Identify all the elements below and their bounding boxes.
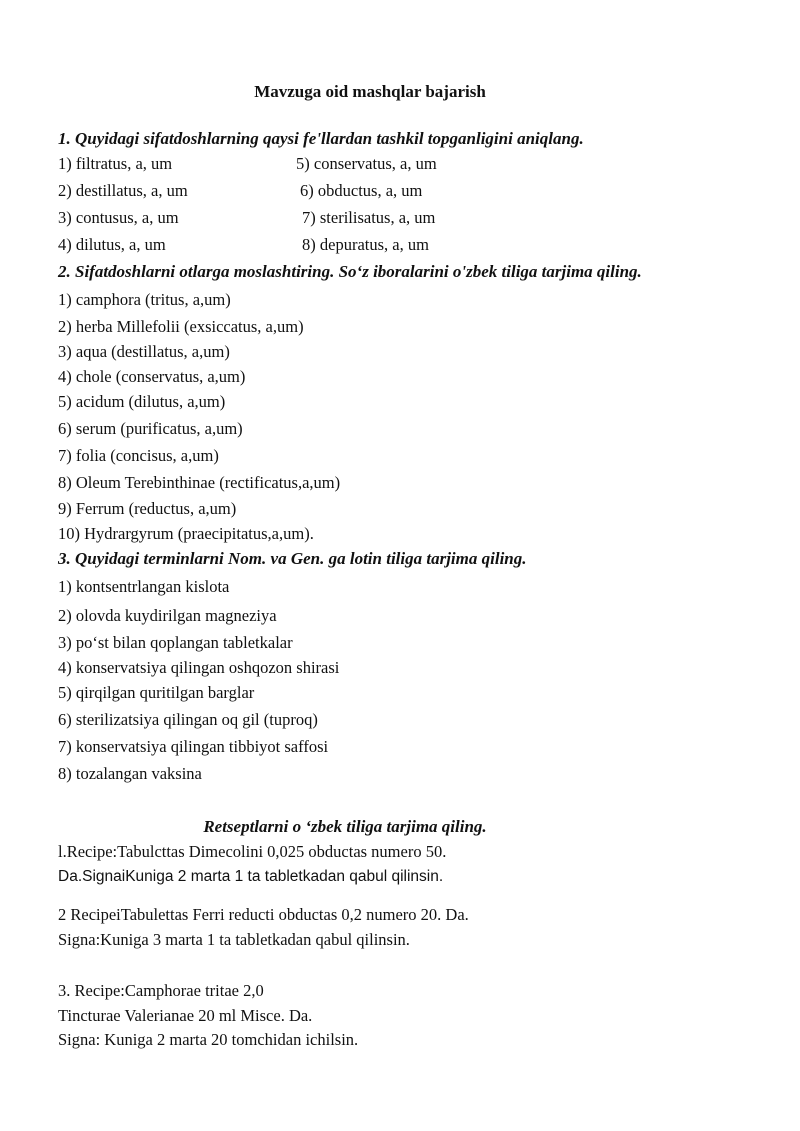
task3-heading: 3. Quyidagi terminlarni Nom. va Gen. ga lotin tiliga tarjima qiling. xyxy=(58,549,527,568)
recipe-line: Signa: Kuniga 2 marta 20 tomchidan ichilsin. xyxy=(58,1030,359,1049)
task3-item: 6) sterilizatsiya qilingan oq gil (tuproq) xyxy=(58,710,318,729)
task2-item: 7) folia (concisus, a,um) xyxy=(58,446,219,465)
task1-item: 3) contusus, a, um xyxy=(58,208,179,227)
recipe-line: 2 RecipeiTabulettas Ferri reducti obductas 0,2 numero 20. Da. xyxy=(58,905,469,924)
recipe-line: Tincturae Valerianae 20 ml Misce. Da. xyxy=(58,1006,313,1025)
task3-item: 7) konservatsiya qilingan tibbiyot saffosi xyxy=(58,737,329,756)
task2-item: 6) serum (purificatus, a,um) xyxy=(58,419,243,438)
task1-item: 2) destillatus, a, um xyxy=(58,181,188,200)
page-title: Mavzuga oid mashqlar bajarish xyxy=(254,82,486,101)
task2-item: 1) camphora (tritus, a,um) xyxy=(58,290,231,309)
task2-item: 3) aqua (destillatus, a,um) xyxy=(58,342,230,361)
task3-item: 8) tozalangan vaksina xyxy=(58,764,202,783)
task3-item: 4) konservatsiya qilingan oshqozon shirasi xyxy=(58,658,340,677)
task3-item: 3) po‘st bilan qoplangan tabletkalar xyxy=(58,633,293,652)
task1-item: 5) conservatus, a, um xyxy=(296,154,437,173)
task3-item: 1) kontsentrlangan kislota xyxy=(58,577,230,596)
task2-item: 5) acidum (dilutus, a,um) xyxy=(58,392,226,411)
task1-item: 6) obductus, a, um xyxy=(300,181,423,200)
task2-heading: 2. Sifatdoshlarni otlarga moslashtiring. So‘z iboralarini o'zbek tiliga tarjima qiling. xyxy=(58,262,642,281)
task1-item: 4) dilutus, a, um xyxy=(58,235,166,254)
recipe-line: Signa:Kuniga 3 marta 1 ta tabletkadan qabul qilinsin. xyxy=(58,930,410,949)
task1-item: 8) depuratus, a, um xyxy=(302,235,429,254)
task2-item: 4) chole (conservatus, a,um) xyxy=(58,367,246,386)
task2-item: 2) herba Millefolii (exsiccatus, a,um) xyxy=(58,317,304,336)
task2-item: 9) Ferrum (reductus, a,um) xyxy=(58,499,237,518)
recipe-line: 3. Recipe:Camphorae tritae 2,0 xyxy=(58,981,264,1000)
task2-item: 8) Oleum Terebinthinae (rectificatus,a,um) xyxy=(58,473,341,492)
recipe-line: Da.SignaiKuniga 2 marta 1 ta tabletkadan qabul qilinsin. xyxy=(58,868,444,885)
task2-item: 10) Hydrargyrum (praecipitatus,a,um). xyxy=(58,524,314,543)
task1-item: 7) sterilisatus, a, um xyxy=(302,208,436,227)
recipes-heading: Retseptlarni o ‘zbek tiliga tarjima qiling. xyxy=(203,817,487,836)
task1-item: 1) filtratus, a, um xyxy=(58,154,173,173)
recipe-line: l.Recipe:Tabulcttas Dimecolini 0,025 obductas numero 50. xyxy=(58,842,447,861)
task3-item: 5) qirqilgan quritilgan barglar xyxy=(58,683,255,702)
task3-item: 2) olovda kuydirilgan magneziya xyxy=(58,606,277,625)
task1-heading: 1. Quyidagi sifatdoshlarning qaysi fe'llardan tashkil topganligini aniqlang. xyxy=(58,129,584,148)
